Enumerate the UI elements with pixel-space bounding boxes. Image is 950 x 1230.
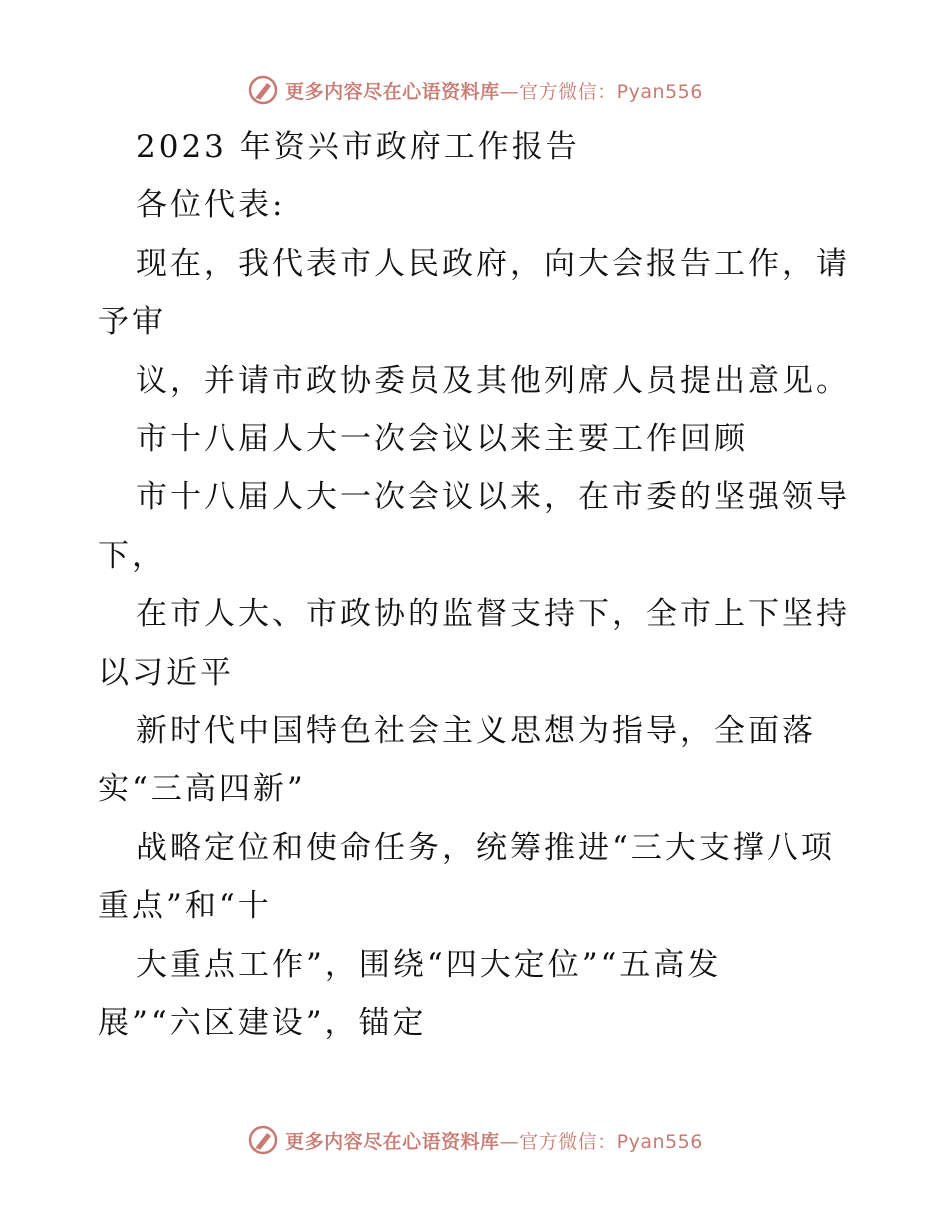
text-line: 在市人大、市政协的监督支持下，全市上下坚持 [136, 596, 850, 633]
text-line: 战略定位和使命任务，统筹推进“三大支撑八项 [136, 829, 835, 866]
text-line: 大重点工作”，围绕“四大定位”“五高发 [136, 946, 722, 983]
text-line: 下， [98, 537, 166, 574]
text-line: 予审 [98, 304, 166, 341]
header-watermark [0, 70, 950, 110]
text-line: 市十八届人大一次会议以来主要工作回顾 [136, 421, 748, 458]
text-line: 议，并请市政协委员及其他列席人员提出意见。 [136, 362, 850, 399]
footer-watermark [0, 1120, 950, 1160]
pen-logo-icon [247, 74, 279, 106]
document-body [98, 118, 858, 1053]
watermark-text: 更多内容尽在心语资料库—官方微信：Pyan556 [285, 80, 703, 103]
text-line: 新时代中国特色社会主义思想为指导，全面落 [136, 713, 816, 750]
text-line: 实“三高四新” [98, 771, 306, 808]
text-line: 以习近平 [98, 654, 234, 691]
document-title: 2023 年资兴市政府工作报告 [136, 129, 580, 165]
text-line: 现在，我代表市人民政府，向大会报告工作，请 [136, 245, 850, 282]
text-line: 各位代表: [136, 187, 286, 224]
text-line: 重点”和“十 [98, 888, 272, 925]
text-line: 市十八届人大一次会议以来，在市委的坚强领导 [136, 479, 850, 516]
pen-logo-icon [247, 1124, 279, 1156]
watermark-text: 更多内容尽在心语资料库—官方微信：Pyan556 [285, 1130, 703, 1153]
text-line: 展”“六区建设”，锚定 [98, 1005, 427, 1042]
